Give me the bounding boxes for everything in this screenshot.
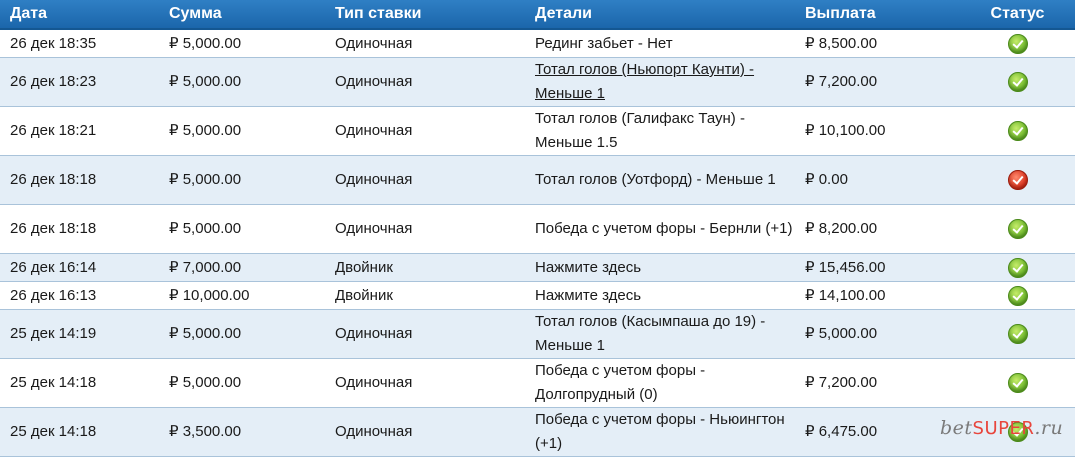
cell-type: Одиночная bbox=[325, 205, 525, 254]
table-row bbox=[0, 107, 1075, 156]
cell-status bbox=[960, 408, 1075, 457]
site-watermark: betSUPER.ru bbox=[940, 417, 1064, 439]
cell-date: 25 дек 14:18 bbox=[0, 408, 159, 457]
cell-details: Тотал голов (Галифакс Таун) - Меньше 1.5 bbox=[525, 107, 795, 156]
cell-payout: ₽ 8,500.00 bbox=[795, 29, 960, 58]
cell-type: Одиночная bbox=[325, 408, 525, 457]
table-row bbox=[0, 205, 1075, 254]
column-header-details[interactable]: Детали bbox=[525, 0, 795, 29]
cell-payout: ₽ 8,200.00 bbox=[795, 205, 960, 254]
cell-type: Одиночная bbox=[325, 107, 525, 156]
column-header-type[interactable]: Тип ставки bbox=[325, 0, 525, 29]
cell-date: 26 дек 18:18 bbox=[0, 205, 159, 254]
cell-date: 25 дек 14:19 bbox=[0, 310, 159, 359]
cell-status bbox=[960, 156, 1075, 205]
cell-date: 26 дек 18:18 bbox=[0, 156, 159, 205]
table-header bbox=[0, 0, 1075, 29]
column-header-status[interactable]: Статус bbox=[960, 0, 1075, 29]
table-row bbox=[0, 29, 1075, 58]
cell-details bbox=[525, 282, 795, 310]
cell-amount: ₽ 5,000.00 bbox=[159, 205, 325, 254]
cell-payout: ₽ 5,000.00 bbox=[795, 310, 960, 359]
cell-amount: ₽ 5,000.00 bbox=[159, 29, 325, 58]
table-row bbox=[0, 359, 1075, 408]
cell-date: 26 дек 16:14 bbox=[0, 254, 159, 282]
cell-details: Тотал голов (Уотфорд) - Меньше 1 bbox=[525, 156, 795, 205]
cell-type: Двойник bbox=[325, 282, 525, 310]
status-won-icon bbox=[1008, 219, 1028, 239]
cell-payout: ₽ 7,200.00 bbox=[795, 58, 960, 107]
cell-payout: ₽ 0.00 bbox=[795, 156, 960, 205]
cell-type: Одиночная bbox=[325, 310, 525, 359]
cell-payout: ₽ 15,456.00 bbox=[795, 254, 960, 282]
status-won-icon bbox=[1008, 422, 1028, 442]
cell-type: Одиночная bbox=[325, 29, 525, 58]
cell-date: 26 дек 18:23 bbox=[0, 58, 159, 107]
cell-status bbox=[960, 205, 1075, 254]
cell-type: Одиночная bbox=[325, 359, 525, 408]
status-lost-icon bbox=[1008, 170, 1028, 190]
cell-status bbox=[960, 359, 1075, 408]
cell-date: 26 дек 16:13 bbox=[0, 282, 159, 310]
cell-details: Победа с учетом форы - Бернли (+1) bbox=[525, 205, 795, 254]
status-won-icon bbox=[1008, 121, 1028, 141]
cell-amount: ₽ 5,000.00 bbox=[159, 156, 325, 205]
cell-details: Победа с учетом форы - Долгопрудный (0) bbox=[525, 359, 795, 408]
cell-payout: ₽ 14,100.00 bbox=[795, 282, 960, 310]
table-row bbox=[0, 282, 1075, 310]
cell-type: Одиночная bbox=[325, 58, 525, 107]
status-won-icon bbox=[1008, 258, 1028, 278]
column-header-date[interactable]: Дата bbox=[0, 0, 159, 29]
cell-payout: ₽ 7,200.00 bbox=[795, 359, 960, 408]
cell-amount: ₽ 10,000.00 bbox=[159, 282, 325, 310]
table-row bbox=[0, 156, 1075, 205]
cell-date: 26 дек 18:35 bbox=[0, 29, 159, 58]
cell-payout: ₽ 6,475.00 bbox=[795, 408, 960, 457]
cell-type: Двойник bbox=[325, 254, 525, 282]
table-row bbox=[0, 254, 1075, 282]
cell-type: Одиночная bbox=[325, 156, 525, 205]
cell-status bbox=[960, 29, 1075, 58]
table-row bbox=[0, 408, 1075, 457]
cell-amount: ₽ 5,000.00 bbox=[159, 310, 325, 359]
status-won-icon bbox=[1008, 286, 1028, 306]
table-row bbox=[0, 310, 1075, 359]
cell-amount: ₽ 3,500.00 bbox=[159, 408, 325, 457]
column-header-amount[interactable]: Сумма bbox=[159, 0, 325, 29]
cell-status bbox=[960, 58, 1075, 107]
cell-amount: ₽ 5,000.00 bbox=[159, 359, 325, 408]
click-here-link[interactable]: Нажмите здесь bbox=[535, 258, 642, 276]
column-header-payout[interactable]: Выплата bbox=[795, 0, 960, 29]
status-won-icon bbox=[1008, 324, 1028, 344]
status-won-icon bbox=[1008, 34, 1028, 54]
cell-status bbox=[960, 310, 1075, 359]
table-row bbox=[0, 58, 1075, 107]
cell-date: 26 дек 18:21 bbox=[0, 107, 159, 156]
cell-details bbox=[525, 58, 795, 107]
cell-amount: ₽ 7,000.00 bbox=[159, 254, 325, 282]
status-won-icon bbox=[1008, 72, 1028, 92]
cell-payout: ₽ 10,100.00 bbox=[795, 107, 960, 156]
cell-amount: ₽ 5,000.00 bbox=[159, 58, 325, 107]
cell-date: 25 дек 14:18 bbox=[0, 359, 159, 408]
cell-status bbox=[960, 254, 1075, 282]
cell-amount: ₽ 5,000.00 bbox=[159, 107, 325, 156]
cell-details: Тотал голов (Касымпаша до 19) - Меньше 1 bbox=[525, 310, 795, 359]
cell-status bbox=[960, 107, 1075, 156]
bet-details-link[interactable]: Тотал голов (Ньюпорт Каунти) - Меньше 1 bbox=[535, 61, 755, 102]
cell-status bbox=[960, 282, 1075, 310]
status-won-icon bbox=[1008, 373, 1028, 393]
click-here-link[interactable]: Нажмите здесь bbox=[535, 286, 642, 304]
cell-details bbox=[525, 254, 795, 282]
cell-details: Рединг забьет - Нет bbox=[525, 29, 795, 58]
cell-details: Победа с учетом форы - Ньюингтон (+1) bbox=[525, 408, 795, 457]
